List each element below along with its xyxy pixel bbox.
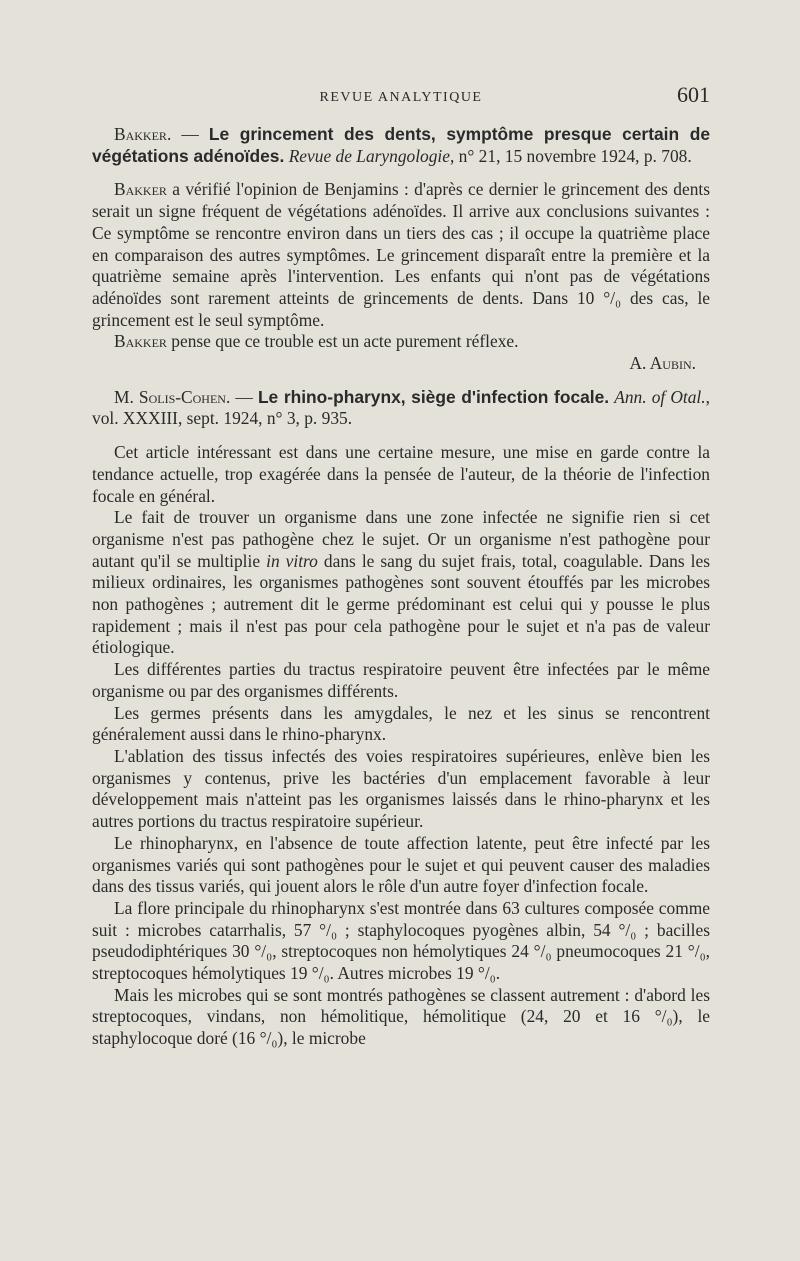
article-2-paragraph-8: Mais les microbes qui se sont montrés pathogènes se classent autrement : d'abord les streptocoques, vindans, non hémolitique, hémolitique (24, 20 et 16 °/₀), le staphylocoque doré (16 °/₀), le microbe [92, 984, 710, 1049]
article-2-title: Le rhino-pharynx, siège d'infection focale. [257, 386, 610, 407]
article-2-details: , vol. XXXIII, sept. 1924, n° 3, p. 935. [92, 386, 710, 429]
article-1-details: , n° 21, 15 novembre 1924, p. 708. [449, 145, 692, 166]
article-2-heading: M. Solis-Cohen. — Le rhino-pharynx, siège d'infection focale. Ann. of Otal., vol. XXXIII, sept. 1924, n° 3, p. 935. [92, 386, 710, 429]
article-2-paragraph-6: Le rhinopharynx, en l'absence de toute affection latente, peut être infecté par les organismes variés qui sont pathogènes pour le sujet et qui peuvent causer des maladies dans des tissus variés, qui jouent alors le rôle d'un autre foyer d'infection focale. [92, 832, 710, 897]
article-1-title: Le grincement des dents, symptôme presque certain de végétations adénoïdes. [92, 124, 710, 166]
article-1-journal: Revue de Laryngologie [288, 145, 450, 166]
article-1-signature: A. Aubin. [629, 353, 696, 374]
article-2-paragraph-2: Le fait de trouver un organisme dans une zone infectée ne signifie rien si cet organisme n'est pas pathogène chez le sujet. Or un organisme n'est pathogène pour autant qu'il se multiplie in vitro dans le sang du sujet frais, total, coagulable. Dans les milieux ordinaires, les organismes pathogènes sont souvent étouffés par les microbes non pathogènes ; autrement dit le germe prédominant est celui qui y pousse le plus rapidement ; mais il n'est pas pour cela pathogène pour le sujet et n'a pas de valeur étiologique. [92, 507, 710, 658]
article-2-paragraph-3: Les différentes parties du tractus respiratoire peuvent être infectées par le même organisme ou par des organismes différents. [92, 659, 710, 701]
page-number: 601 [677, 82, 710, 107]
article-1-paragraph-2: Bakker pense que ce trouble est un acte purement réflexe. [114, 331, 519, 352]
running-title: REVUE ANALYTIQUE [319, 90, 483, 105]
article-1-author: Bakker [114, 124, 167, 144]
article-1-paragraph-1: Bakker a vérifié l'opinion de Benjamins : d'après ce dernier le grincement des dents serait un signe fréquent de végétations adénoïdes. Il arrive aux conclusions suivantes : Ce symptôme se rencontre environ dans un tiers des cas ; il occupe la quatrième place en comparaison des autres symptômes. Le grincement disparaît entre la première et la quatrième semaine après l'intervention. Les enfants qui n'ont pas de végétations adénoïdes sont rarement atteints de grincements de dents. Dans 10 °/₀ des cas, le grincement est le seul symptôme. [92, 179, 710, 330]
article-2-paragraph-1: Cet article intéressant est dans une certaine mesure, une mise en garde contre la tendance actuelle, trop exagérée dans la pensée de l'auteur, de la théorie de l'infection focale en général. [92, 442, 710, 506]
article-2-paragraph-7: La flore principale du rhinopharynx s'est montrée dans 63 cultures composée comme suit : microbes catarrhalis, 57 °/₀ ; staphylocoques pyogènes albin, 54 °/₀ ; bacilles pseudodiphtériques 30 °/₀, streptocoques non hémolytiques 24 °/₀ pneumocoques 21 °/₀, streptocoques hémolytiques 19 °/₀. Autres microbes 19 °/₀. [92, 897, 710, 984]
page-body [92, 124, 710, 1050]
article-1-heading: Bakker. — Le grincement des dents, symptôme presque certain de végétations adénoïdes. Revue de Laryngologie, n° 21, 15 novembre 1924, p. 708. [92, 124, 710, 166]
article-2-paragraph-5: L'ablation des tissus infectés des voies respiratoires supérieures, enlève bien les organismes y contenus, prive les bactéries d'un emplacement favorable à leur développement mais n'atteint pas les organismes laissés dans le rhino-pharynx et les autres portions du tractus respiratoire supérieur. [92, 745, 710, 832]
article-2-paragraph-4: Les germes présents dans les amygdales, le nez et les sinus se rencontrent généralement aussi dans le rhino-pharynx. [92, 702, 710, 745]
page-header [92, 82, 710, 112]
article-2-journal: Ann. of Otal. [614, 386, 706, 407]
article-2-author: M. Solis-Cohen. [114, 386, 231, 407]
